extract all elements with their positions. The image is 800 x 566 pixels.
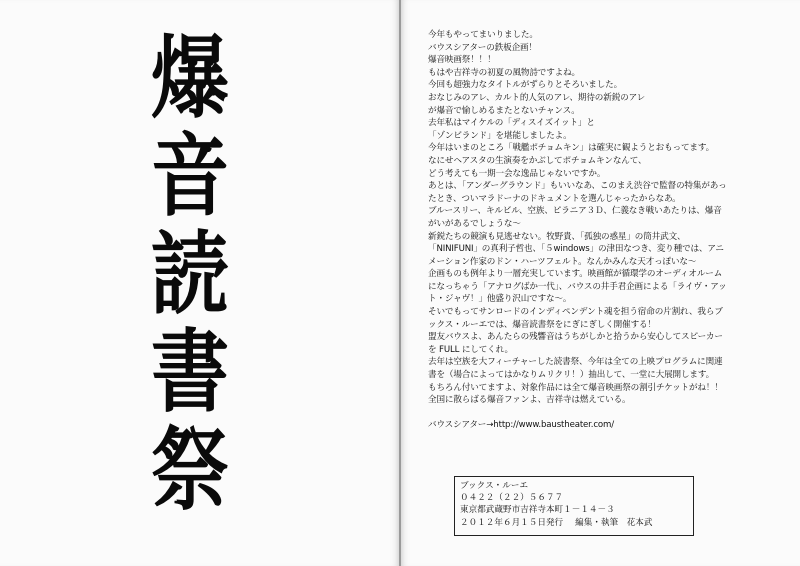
body-line: 去年私はマイケルの「ディスイズイット」と [428, 118, 595, 129]
body-line: 新鋭たちの競演も見逃せない。牧野貴、「孤独の惑星」の筒井武文、 [428, 231, 686, 242]
body-line: 爆音映画祭！！！ [428, 55, 496, 66]
body-line: ト・ジャヴ！」他盛り沢山ですな～。 [428, 294, 572, 305]
body-line: どう考えても一期一会な逸品じゃないですか。 [428, 168, 606, 179]
body-line: 今年はいまのところ「戦艦ポチョムキン」は確実に観ようとおもってます。 [428, 143, 715, 154]
body-line: メーション作家のドン・ハーツフェルト。なんかみんな天才っぽいな～ [428, 256, 697, 267]
body-line: おなじみのアレ、カルト的人気のアレ、期待の新鋭のアレ [428, 92, 646, 103]
body-line: を FULL にしてくれ。 [428, 344, 513, 355]
body-text [428, 29, 758, 432]
body-line: がいがあるでしょうな～ [428, 218, 521, 229]
title-char: 読 [150, 223, 229, 327]
paragraph-gap [428, 407, 758, 420]
body-line: 「NINIFUNI」の真利子哲也、「５windows」の津田なつき、変り種では、アニ [428, 244, 724, 255]
body-line: ックス・ルーエでは、爆音読書祭をにぎにぎしく開催する！ [428, 319, 656, 330]
title-char: 祭 [150, 419, 229, 523]
body-line: そいでもってサンロードのインディペンデント魂を担う宿命の片割れ、我らブ [428, 307, 723, 318]
colophon-box [454, 476, 694, 536]
body-line: になっちゃう「アナログばか一代」、バウスの井手君企画による「ライヴ・アッ [428, 281, 727, 292]
body-line: あとは、「アンダーグラウンド」もいいなあ、このまえ渋谷で監督の特集があっ [428, 181, 727, 192]
body-line: 全国に散らばる爆音ファンよ、吉祥寺は燃えている。 [428, 395, 631, 406]
body-line: バウスシアター→http://www.baustheater.com/ [428, 420, 614, 431]
issue-line [460, 517, 688, 529]
body-line: バウスシアターの鉄板企画！ [428, 42, 537, 53]
body-line: が爆音で愉しめるまたとないチャンス。 [428, 105, 580, 116]
body-line: もはや吉祥寺の初夏の風物詩ですよね。 [428, 67, 580, 78]
body-line: 「ゾンビランド」を堪能しましたよ。 [428, 130, 572, 141]
body-line: 書を（場合によってはかなりムリクリ！）抽出して、一堂に大展開します。 [428, 370, 715, 381]
title-char: 書 [150, 321, 229, 425]
store-address: 東京都武蔵野市吉祥寺本町１－１４－３ [460, 505, 615, 516]
title-char: 音 [150, 125, 229, 229]
phone-number: ０４２２（２２）５６７７ [460, 493, 564, 504]
title-char: 爆 [150, 27, 229, 131]
body-line: ブルースリー、キルビル、空族、ピラニア３Ｄ、仁義なき戦いあたりは、爆音 [428, 206, 722, 217]
body-line: 盟友バウスよ、あんたらの残響音はうちがしかと拾うから安心してスピーカー [428, 332, 723, 343]
body-line: 今回も超強力なタイトルがずらりとそろいました。 [428, 80, 623, 91]
body-line: 企画ものも例年より一層充実しています。映画館が循環学のオーディオルーム [428, 269, 723, 280]
issue-date: ２０１２年６月１５日発行 [460, 517, 564, 528]
body-line: たとき、ついマラドーナのドキュメントを選んじゃったからなあ。 [428, 193, 681, 204]
editor-credit: 編集・執筆 花本武 [575, 517, 653, 528]
store-name: ブックス・ルーエ [460, 481, 529, 491]
left-page [0, 0, 399, 566]
body-line: もちろん付いてますよ、対象作品には全て爆音映画祭の割引チケットがね！！ [428, 382, 723, 393]
body-line: なにせヘアスタの生演奏をかぶしてポチョムキンなんて、 [428, 155, 647, 166]
body-line: 去年は空族を大フィーチャーした読書祭、今年は全ての上映プログラムに関連 [428, 357, 723, 368]
vertical-title [115, 27, 265, 523]
body-line: 今年もやってまいりました。 [428, 30, 538, 40]
